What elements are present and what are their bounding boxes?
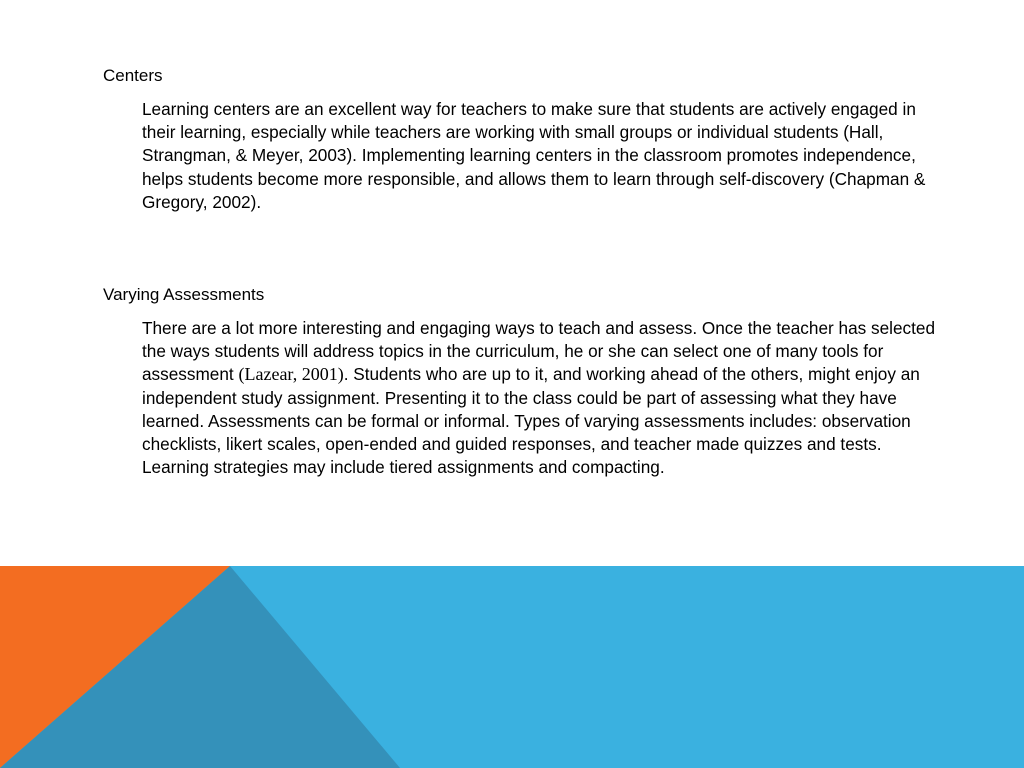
assessment-text-part-1: There are a lot more interesting and engaging ways to teach and assess. Once the teacher has selected the ways students will address topics in the curriculum, he or she can select one of many tools for assessment [142, 318, 936, 385]
section-body-varying-assessments [142, 317, 937, 479]
section-heading-centers: Centers [103, 66, 163, 85]
section-heading-varying-assessments: Varying Assessments [103, 285, 265, 304]
decorative-footer-band [0, 566, 1024, 768]
section-body-centers: Learning centers are an excellent way for teachers to make sure that students are actively engaged in their learning, especially while teachers are working with small groups or individual students (Hall, Strangman, & Meyer, 2003). Implementing learning centers in the classroom promotes independence, helps students become more responsible, and allows them to learn through self-discovery (Chapman & Gregory, 2002). [142, 99, 926, 212]
assessment-text-part-2: . Students who are up to it, and working ahead of the others, might enjoy an independent study assignment. Presenting it to the class could be part of assessing what they have learned. Assessments can be formal or informal. Types of varying assessments includes: observation checklists, likert scales, open-ended and guided responses, and teacher made quizzes and tests. Learning strategies may include tiered assignments and compacting. [142, 364, 920, 478]
citation-lazear: (Lazear, 2001) [238, 364, 344, 385]
footer-graphic [0, 566, 1024, 768]
